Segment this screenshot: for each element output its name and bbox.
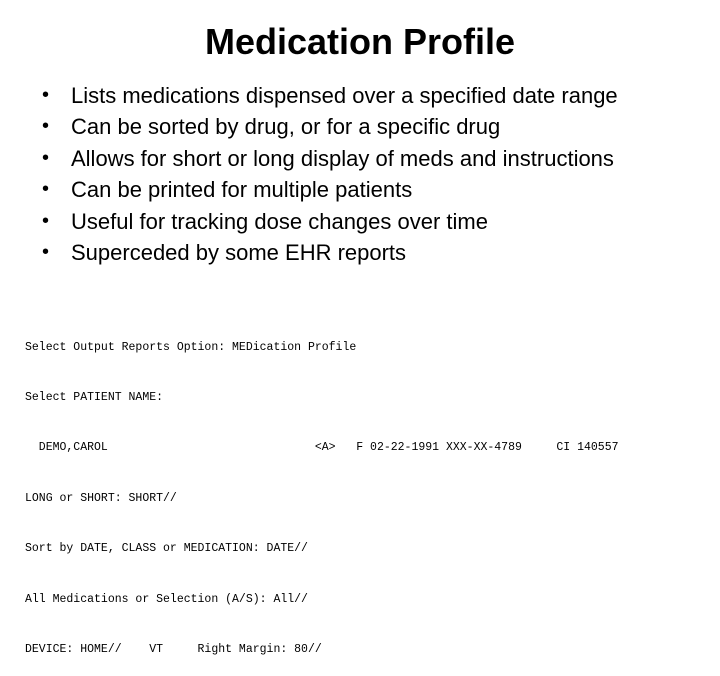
bullet-list bbox=[42, 80, 618, 268]
bullet-text: Can be printed for multiple patients bbox=[71, 177, 413, 203]
bullet-dot-icon: • bbox=[42, 115, 50, 138]
bullet-text: Superceded by some EHR reports bbox=[71, 239, 407, 265]
terminal-session bbox=[25, 306, 619, 676]
bullet-item bbox=[42, 111, 618, 142]
bullet-text: Can be sorted by drug, or for a specific drug bbox=[71, 114, 501, 140]
terminal-line-patient-prompt: Select PATIENT NAME: bbox=[25, 390, 164, 404]
bullet-item bbox=[42, 237, 618, 268]
slide-title: Medication Profile bbox=[204, 21, 516, 62]
bullet-text: Useful for tracking dose changes over time bbox=[71, 208, 488, 234]
bullet-dot-icon: • bbox=[42, 209, 50, 232]
bullet-item bbox=[42, 80, 618, 111]
bullet-item bbox=[42, 174, 618, 205]
bullet-text: Lists medications dispensed over a specified date range bbox=[71, 83, 618, 108]
terminal-line-sort-prompt: Sort by DATE, CLASS or MEDICATION: DATE// bbox=[25, 542, 308, 556]
bullet-item bbox=[42, 206, 618, 237]
terminal-line-option-prompt: Select Output Reports Option: MEDication Profile bbox=[25, 340, 357, 354]
terminal-line-patient-record: DEMO,CAROL <A> F 02-22-1991 XXX-XX-4789 CI 140557 bbox=[25, 441, 619, 455]
terminal-line-device-prompt: DEVICE: HOME// VT Right Margin: 80// bbox=[25, 642, 322, 656]
terminal-line-format-prompt: LONG or SHORT: SHORT// bbox=[25, 491, 177, 505]
bullet-dot-icon: • bbox=[42, 84, 50, 106]
bullet-dot-icon: • bbox=[42, 146, 50, 169]
bullet-dot-icon: • bbox=[42, 178, 50, 201]
bullet-item bbox=[42, 143, 618, 174]
bullet-dot-icon: • bbox=[42, 240, 50, 263]
bullet-text: Allows for short or long display of meds and instructions bbox=[71, 145, 614, 171]
terminal-line-selection-prompt: All Medications or Selection (A/S): All// bbox=[25, 592, 308, 606]
